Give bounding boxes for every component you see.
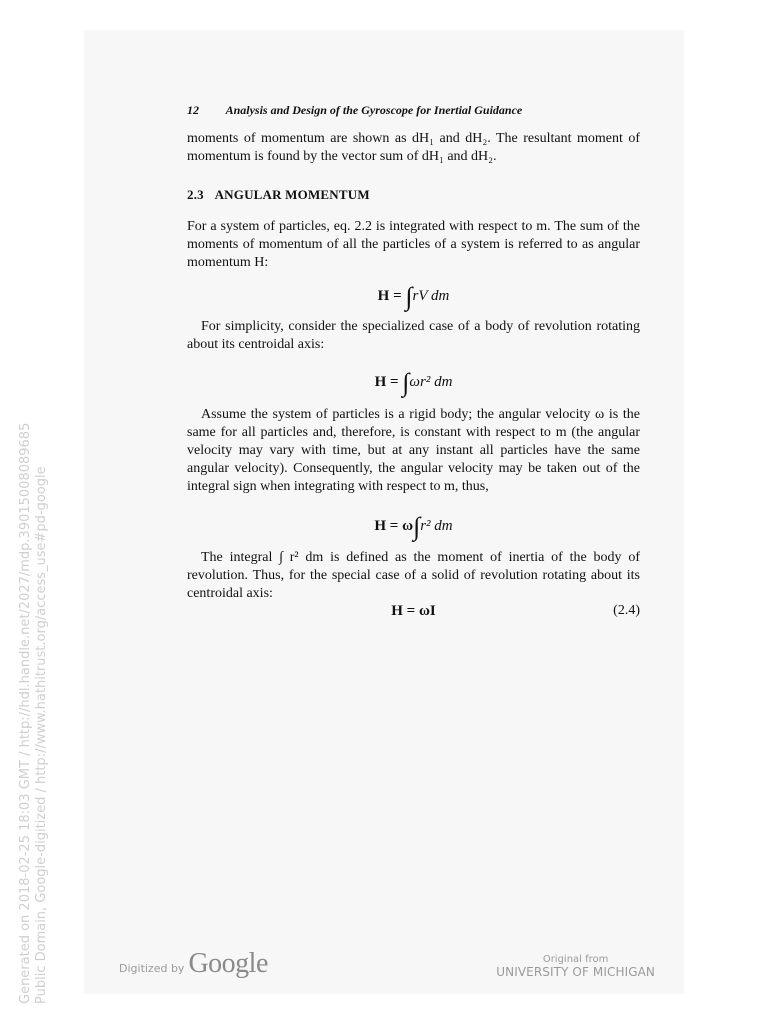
running-title: Analysis and Design of the Gyroscope for Inertial Guidance xyxy=(225,103,523,117)
watermark-line-2: Public Domain, Google-digitized / http://www.hathitrust.org/access_use#pd-google xyxy=(34,466,49,1004)
integral-sign: ∫ xyxy=(402,368,410,397)
digitized-by-label: Digitized by xyxy=(119,962,185,975)
page-number: 12 xyxy=(187,103,199,117)
equation-3-rhs: r² dm xyxy=(420,518,453,534)
paragraph-3: For simplicity, consider the specialized case of a body of revolution rotating about its centroidal axis: xyxy=(187,319,640,352)
paragraph-1: moments of momentum are shown as dH₁ and dH₂. The resultant moment of momentum is found by the vector sum of dH₁ and dH₂. xyxy=(187,131,640,164)
equation-1-rhs: rV dm xyxy=(412,288,450,304)
equation-2-lhs: H = xyxy=(374,374,403,390)
equation-1 xyxy=(187,282,640,312)
equation-number: (2.4) xyxy=(613,603,640,618)
equation-4 xyxy=(187,603,640,620)
university-name: UNIVERSITY OF MICHIGAN xyxy=(496,965,655,979)
integral-sign: ∫ xyxy=(413,512,421,541)
paragraph-4: Assume the system of particles is a rigid body; the angular velocity ω is the same for all particles and, therefore, is constant with respect to m (the angular velocity may vary with time, but at any instant all particles have the same angular velocity). Consequently, the angular velocity may be taken out of the integral sign when integrating with respect to m, thus, xyxy=(187,407,640,494)
original-from-label: Original from xyxy=(542,954,609,965)
equation-2 xyxy=(187,368,640,398)
equation-3 xyxy=(187,512,640,542)
section-title: ANGULAR MOMENTUM xyxy=(214,187,370,202)
integral-sign: ∫ xyxy=(405,282,413,311)
running-header xyxy=(187,103,647,118)
equation-4-body: H = ωI xyxy=(391,603,436,619)
equation-2-rhs: ωr² dm xyxy=(409,374,453,390)
digitized-by-google xyxy=(119,948,268,980)
google-logo: Google xyxy=(188,948,268,979)
equation-1-lhs: H = xyxy=(377,288,406,304)
section-heading xyxy=(187,187,370,203)
paragraph-5: The integral ∫ r² dm is defined as the moment of inertia of the body of revolution. Thus, for the special case of a solid of revolution rotating about its centroidal axis: xyxy=(187,550,640,601)
watermark-line-1: Generated on 2018-02-25 18:03 GMT / http://hdl.handle.net/2027/mdp.39015008089685 xyxy=(18,422,33,1004)
equation-3-lhs: H = ω xyxy=(374,518,414,534)
section-number: 2.3 xyxy=(187,187,204,202)
paragraph-2: For a system of particles, eq. 2.2 is integrated with respect to m. The sum of the moments of momentum of all the particles of a system is referred to as angular momentum H: xyxy=(187,219,640,270)
original-from-block xyxy=(496,954,655,979)
